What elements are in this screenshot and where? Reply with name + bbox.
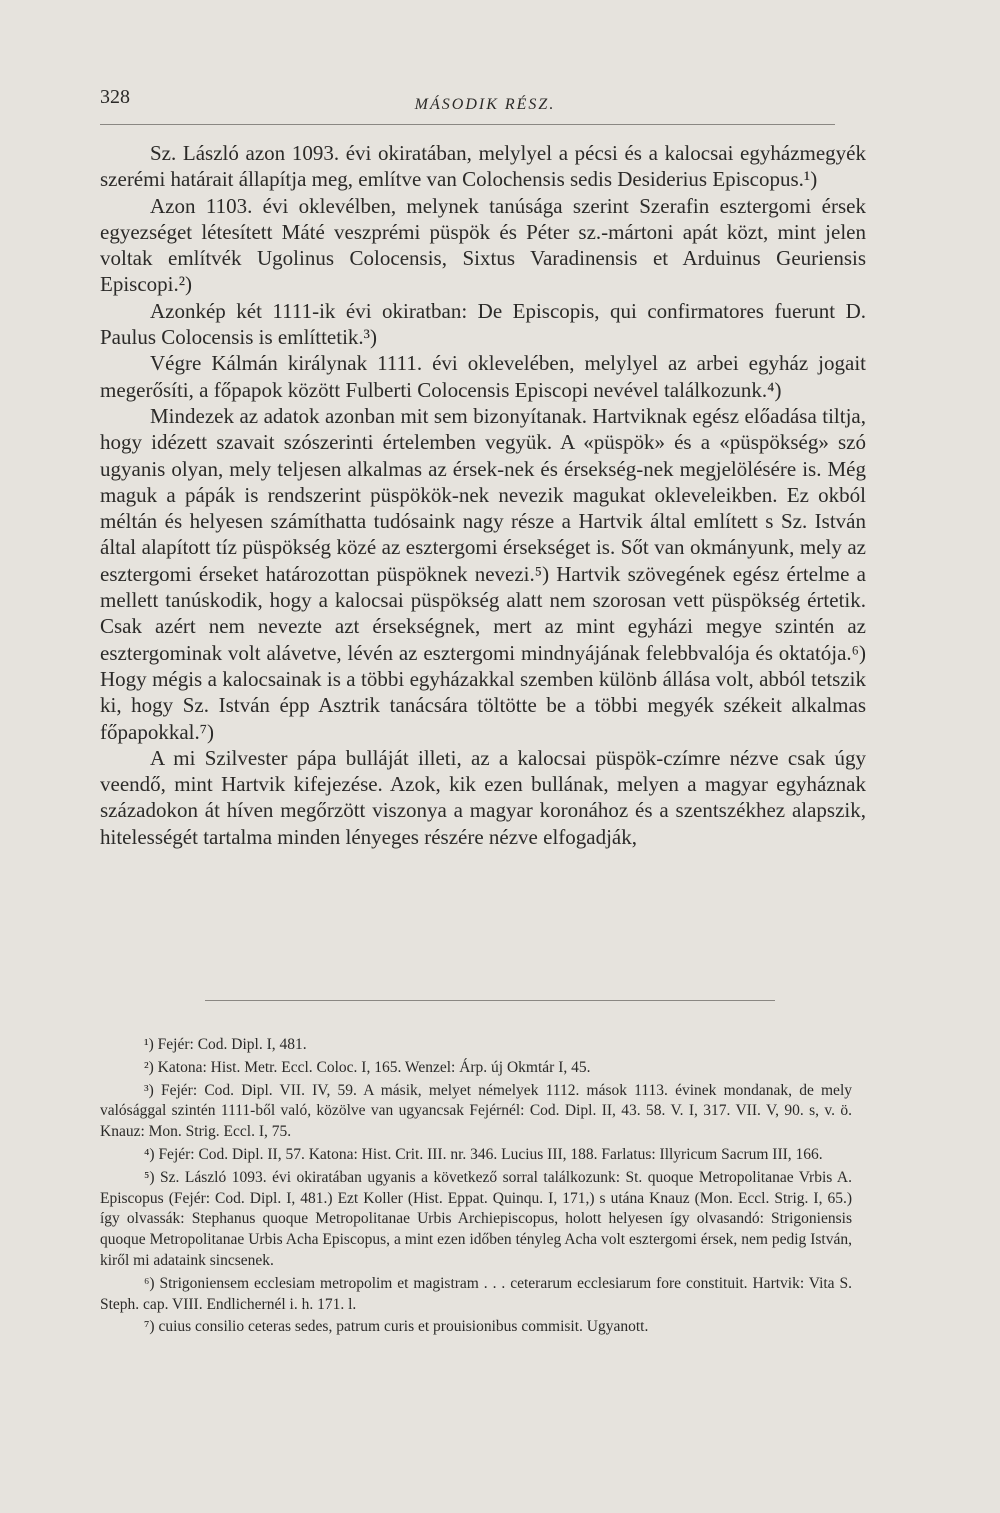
footnote: ⁶) Strigoniensem ecclesiam metropolim et magistram . . . ceterarum ecclesiarum fore constituit. Hartvik: Vita S. Steph. cap. VIII. Endlichernél i. h. 171. l.	[100, 1274, 852, 1313]
paragraph: A mi Szilvester pápa bulláját illeti, az a kalocsai püspök-czímre nézve csak úgy veendő, mint Hartvik kifejezése. Azok, kik ezen bullának, melyen a magyar egyháznak századokon át híven megőrzött viszonya a magyar koronához és a szentszékhez alapszik, hitelességét tartalma minden lényeges részére nézve elfogadják,	[100, 745, 866, 849]
footnotes	[100, 1035, 852, 1340]
paragraph: Azon 1103. évi oklevélben, melynek tanúsága szerint Szerafin esztergomi érsek egyezséget létesített Máté veszprémi püspök és Péter sz.-mártoni apát közt, mint jelen voltak említvék Ugolinus Colocensis, Sixtus Varadinensis et Arduinus Geuriensis Episcopi.²)	[100, 193, 866, 297]
paragraph: Mindezek az adatok azonban mit sem bizonyítanak. Hartviknak egész előadása tiltja, hogy idézett szavait szószerinti értelemben vegyük. A «püspök» és a «püspökség» szó ugyanis olyan, mely teljesen alkalmas az érsek-nek és érsekség-nek megjelölésére is. Még maguk a pápák is rendszerint püspökök-nek nevezik magukat okleveleikben. Ez okból méltán és helyesen számíthatta tudósaink nagy része a Hartvik által említett s Sz. István által alapított tíz püspökség közé az esztergomi érsekséget is. Sőt van okmányunk, mely az esztergomi érseket határozottan püspöknek nevezi.⁵) Hartvik szövegének egész értelme a mellett tanúskodik, hogy a kalocsai püspökség alatt nem szorosan vett püspökség értetik. Csak azért nem nevezte azt érsekségnek, mert az mint egyházi megye szintén az esztergominak volt alávetve, lévén az esztergomi mindnyájának felebbvalója és oktatója.⁶) Hogy mégis a kalocsainak is a többi egyházakkal szemben különb állása volt, abból tetszik ki, hogy Sz. István épp Asztrik tanácsára töltötte be a többi megyék székeit alkalmas főpapokkal.⁷)	[100, 403, 866, 744]
paragraph: Sz. László azon 1093. évi okiratában, melylyel a pécsi és a kalocsai egyházmegyék szerémi határait állapítja meg, említve van Colochensis sedis Desiderius Episcopus.¹)	[100, 141, 866, 192]
footnote: ⁷) cuius consilio ceteras sedes, patrum curis et prouisionibus commisit. Ugyanott.	[144, 1318, 649, 1336]
footnote: ⁴) Fejér: Cod. Dipl. II, 57. Katona: Hist. Crit. III. nr. 346. Lucius III, 188. Farlatus: Illyricum Sacrum III, 166.	[144, 1145, 823, 1163]
footnote: ²) Katona: Hist. Metr. Eccl. Coloc. I, 165. Wenzel: Árp. új Okmtár I, 45.	[144, 1058, 591, 1076]
main-text	[100, 140, 866, 850]
page-number: 328	[100, 86, 130, 108]
footnote: ¹) Fejér: Cod. Dipl. I, 481.	[144, 1036, 307, 1053]
running-title: MÁSODIK RÉSZ.	[414, 96, 556, 113]
footnote: ⁵) Sz. László 1093. évi okiratában ugyanis a következő sorral találkozunk: St. quoque Metropolitanae Vrbis A. Episcopus (Fejér: Cod. Dipl. I, 481.) Ezt Koller (Hist. Eppat. Quinqu. I, 171,) s utána Knauz (Mon. Eccl. Strig. I, 65.) így olvassák: Stephanus quoque Metropolitanae Urbis Archiepiscopus, holott helyesen így olvasandó: Strigoniensis quoque Metropolitanae Urbis Acha Episcopus, a mint ezen időben tényleg Acha volt esztergomi érsek, nem pedig István, kiről mi adataink sincsenek.	[100, 1168, 852, 1269]
page-header	[100, 78, 870, 118]
footnote: ³) Fejér: Cod. Dipl. VII. IV, 59. A másik, melyet némelyek 1112. mások 1113. évinek mondanak, de mely valósággal szintén 1111-ből való, közölve van ugyancsak Fejérnél: Cod. Dipl. II, 43. 58. V. I, 317. VII. V, 90. s, v. ö. Knauz: Mon. Strig. Eccl. I, 75.	[100, 1081, 852, 1141]
footnote-rule	[205, 1000, 775, 1001]
paragraph: Végre Kálmán királynak 1111. évi oklevelében, melylyel az arbei egyház jogait megerősíti, a főpapok között Fulberti Colocensis Episcopi nevével találkozunk.⁴)	[100, 351, 866, 402]
header-rule	[100, 124, 835, 125]
paragraph: Azonkép két 1111-ik évi okiratban: De Episcopis, qui confirmatores fuerunt D. Paulus Colocensis is említtetik.³)	[100, 298, 866, 350]
